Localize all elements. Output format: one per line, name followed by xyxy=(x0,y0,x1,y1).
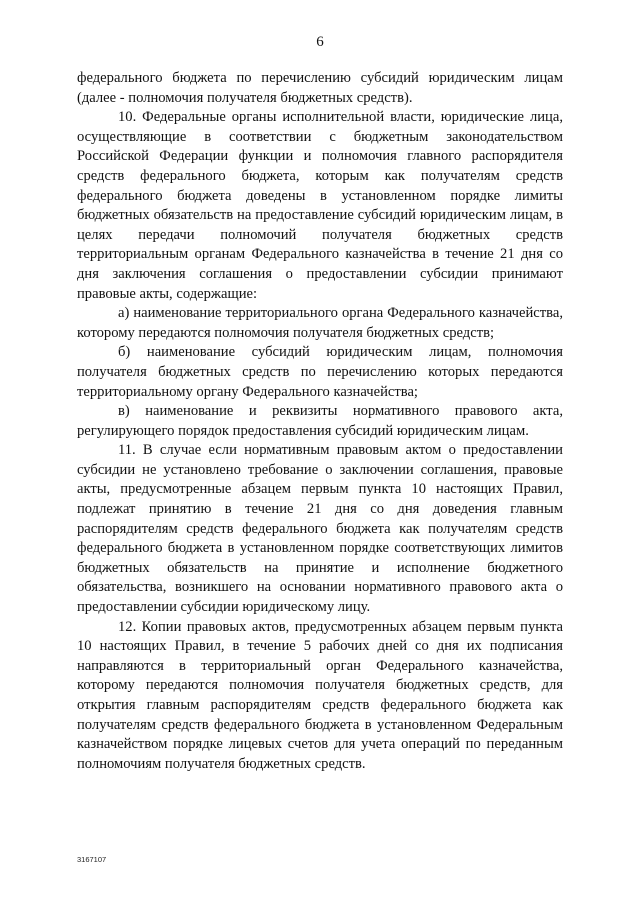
paragraph-item-12: 12. Копии правовых актов, предусмотренных абзацем первым пункта 10 настоящих Правил, в течение 5 рабочих дней со дня их подписания направляются в территориальный орган Федерального казначейства, которому передаются полномочия получателя бюджетных средств, для открытия главным распорядителям средств федерального бюджета как получателям средств федерального бюджета в установленном Федеральным казначейством порядке лицевых счетов для учета операций по переданным полномочиям получателя бюджетных средств. xyxy=(77,618,563,772)
page-number: 6 xyxy=(316,34,324,50)
paragraph-subitem-b: б) наименование субсидий юридическим лицам, полномочия получателя бюджетных средств по перечислению которых передаются территориальному органу Федерального казначейства; xyxy=(77,344,563,400)
paragraph-subitem-v: в) наименование и реквизиты нормативного правового акта, регулирующего порядок предоставления субсидий юридическим лицам. xyxy=(77,403,563,439)
document-code: 3167107 xyxy=(77,855,107,864)
paragraph-item-10: 10. Федеральные органы исполнительной власти, юридические лица, осуществляющие в соответствии с бюджетным законодательством Российской Федерации функции и полномочия главного распорядителя средств федерального бюджета, которым как получателям средств федерального бюджета доведены в установленном порядке лимиты бюджетных обязательств на предоставление субсидий юридическим лицам, в целях передачи полномочий получателя бюджетных средств территориальным органам Федерального казначейства в течение 21 дня со дня заключения соглашения о предоставлении субсидии принимают правовые акты, содержащие: xyxy=(77,109,563,302)
document-body xyxy=(77,69,563,774)
paragraph-continuation: федерального бюджета по перечислению субсидий юридическим лицам (далее - полномочия получателя бюджетных средств). xyxy=(77,70,563,106)
paragraph-subitem-a: а) наименование территориального органа Федерального казначейства, которому передаются полномочия получателя бюджетных средств; xyxy=(77,305,563,341)
paragraph-item-11: 11. В случае если нормативным правовым актом о предоставлении субсидии не установлено требование о заключении соглашения, правовые акты, предусмотренные абзацем первым пункта 10 настоящих Правил, подлежат принятию в течение 21 дня со дня доведения главным распорядителям средств федерального бюджета как получателям средств федерального бюджета в установленном порядке соответствующих лимитов бюджетных обязательств на принятие и исполнение бюджетного обязательства, возникшего на основании нормативного правового акта о предоставлении субсидии юридическому лицу. xyxy=(77,442,563,616)
